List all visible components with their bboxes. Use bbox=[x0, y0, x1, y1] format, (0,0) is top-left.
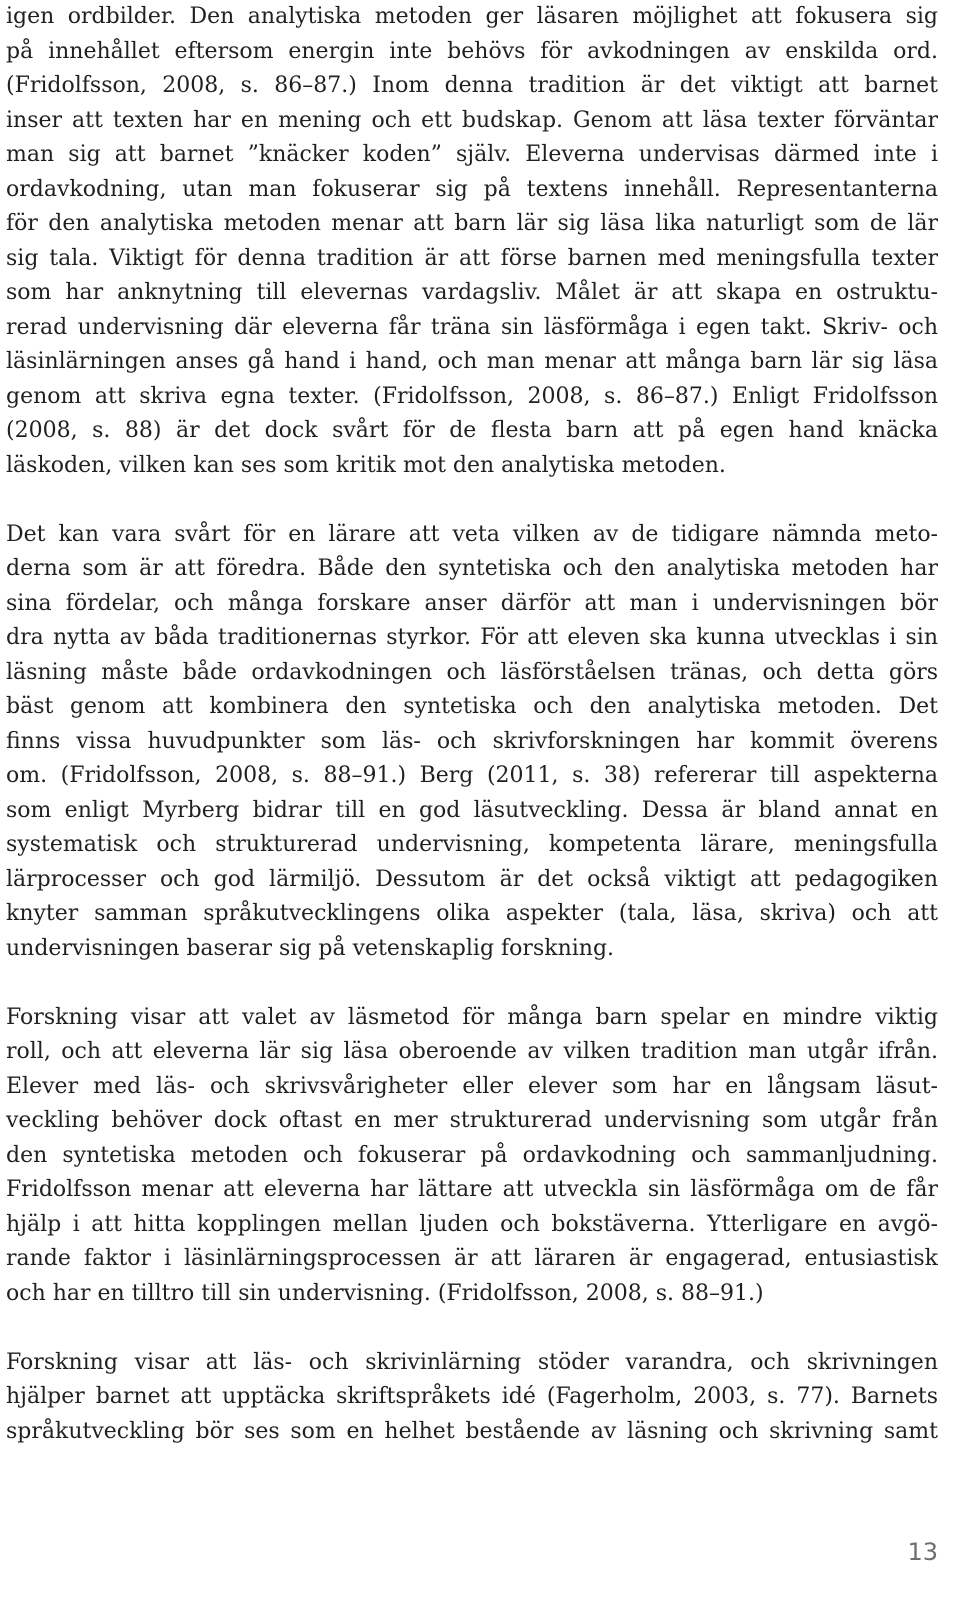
text-line: på innehållet eftersom energin inte behövs för avkodningen av enskilda ord. bbox=[6, 38, 938, 64]
text-line: läsning måste både ordavkodningen och läsförståelsen tränas, och detta görs bbox=[6, 659, 938, 685]
text-line: genom att skriva egna texter. (Fridolfsson, 2008, s. 86–87.) Enligt Fridolfsson bbox=[6, 383, 938, 409]
paragraph-4 bbox=[6, 1346, 938, 1450]
text-line: rerad undervisning där eleverna får träna sin läsförmåga i egen takt. Skriv- och bbox=[6, 314, 938, 340]
text-line: man sig att barnet ”knäcker koden” själv. Eleverna undervisas därmed inte i bbox=[6, 142, 938, 167]
text-line: som har anknytning till elevernas vardagsliv. Målet är att skapa en ostruktu- bbox=[6, 280, 938, 305]
text-line: läsinlärningen anses gå hand i hand, och man menar att många barn lär sig läsa bbox=[6, 349, 938, 374]
text-line: sina fördelar, och många forskare anser därför att man i undervisningen bör bbox=[6, 590, 938, 616]
text-line: lärprocesser och god lärmiljö. Dessutom är det också viktigt att pedagogiken bbox=[6, 866, 938, 892]
text-line: Elever med läs- och skrivsvårigheter eller elever som har en långsam läsut- bbox=[6, 1073, 938, 1099]
text-line: veckling behöver dock oftast en mer strukturerad undervisning som utgår från bbox=[6, 1108, 938, 1133]
text-line: som enligt Myrberg bidrar till en god läsutveckling. Dessa är bland annat en bbox=[6, 797, 938, 823]
paragraph-spacer bbox=[6, 966, 938, 1001]
page-number: 13 bbox=[907, 1538, 938, 1566]
text-line: finns vissa huvudpunkter som läs- och skrivforskningen har kommit överens bbox=[6, 728, 938, 754]
text-line: och har en tilltro till sin undervisning. (Fridolfsson, 2008, s. 88–91.) bbox=[6, 1280, 764, 1306]
text-line: för den analytiska metoden menar att barn lär sig läsa lika naturligt som de lär bbox=[6, 211, 938, 236]
text-line: dra nytta av båda traditionernas styrkor. För att eleven ska kunna utvecklas i sin bbox=[6, 625, 938, 650]
text-line: roll, och att eleverna lär sig läsa oberoende av vilken tradition man utgår ifrån. bbox=[6, 1039, 938, 1064]
text-line: hjälper barnet att upptäcka skriftspråkets idé (Fagerholm, 2003, s. 77). Barnets bbox=[6, 1384, 938, 1409]
text-line: bäst genom att kombinera den syntetiska och den analytiska metoden. Det bbox=[6, 694, 938, 719]
paragraph-spacer bbox=[6, 483, 938, 518]
text-line: systematisk och strukturerad undervisning, kompetenta lärare, meningsfulla bbox=[6, 832, 938, 857]
text-line: sig tala. Viktigt för denna tradition är att förse barnen med meningsfulla texter bbox=[6, 245, 938, 271]
text-line: läskoden, vilken kan ses som kritik mot den analytiska metoden. bbox=[6, 452, 726, 478]
text-line: Forskning visar att valet av läsmetod för många barn spelar en mindre viktig bbox=[6, 1004, 938, 1030]
text-line: om. (Fridolfsson, 2008, s. 88–91.) Berg (2011, s. 38) refererar till aspekterna bbox=[6, 763, 938, 788]
text-line: igen ordbilder. Den analytiska metoden ger läsaren möjlighet att fokusera sig bbox=[6, 4, 938, 29]
text-line: Det kan vara svårt för en lärare att veta vilken av de tidigare nämnda meto- bbox=[6, 521, 938, 547]
document-body bbox=[6, 0, 938, 1449]
text-line: derna som är att föredra. Både den syntetiska och den analytiska metoden har bbox=[6, 556, 938, 581]
text-line: hjälp i att hitta kopplingen mellan ljuden och bokstäverna. Ytterligare en avgö- bbox=[6, 1211, 938, 1237]
text-line: den syntetiska metoden och fokuserar på ordavkodning och sammanljudning. bbox=[6, 1142, 938, 1168]
paragraph-3 bbox=[6, 1001, 938, 1312]
text-line: knyter samman språkutvecklingens olika aspekter (tala, läsa, skriva) och att bbox=[6, 901, 938, 926]
paragraph-spacer bbox=[6, 1311, 938, 1346]
paragraph-2 bbox=[6, 518, 938, 967]
paragraph-1 bbox=[6, 0, 938, 483]
text-line: inser att texten har en mening och ett budskap. Genom att läsa texter förväntar bbox=[6, 107, 938, 133]
text-line: Forskning visar att läs- och skrivinlärning stöder varandra, och skrivningen bbox=[6, 1349, 938, 1375]
text-line: språkutveckling bör ses som en helhet bestående av läsning och skrivning samt bbox=[6, 1418, 938, 1444]
text-line: rande faktor i läsinlärningsprocessen är att läraren är engagerad, entusiastisk bbox=[6, 1246, 938, 1271]
text-line: Fridolfsson menar att eleverna har lättare att utveckla sin läsförmåga om de får bbox=[6, 1177, 938, 1202]
text-line: (Fridolfsson, 2008, s. 86–87.) Inom denna tradition är det viktigt att barnet bbox=[6, 73, 938, 98]
text-line: (2008, s. 88) är det dock svårt för de flesta barn att på egen hand knäcka bbox=[6, 418, 938, 443]
text-line: undervisningen baserar sig på vetenskaplig forskning. bbox=[6, 935, 615, 961]
text-line: ordavkodning, utan man fokuserar sig på textens innehåll. Representanterna bbox=[6, 176, 938, 202]
